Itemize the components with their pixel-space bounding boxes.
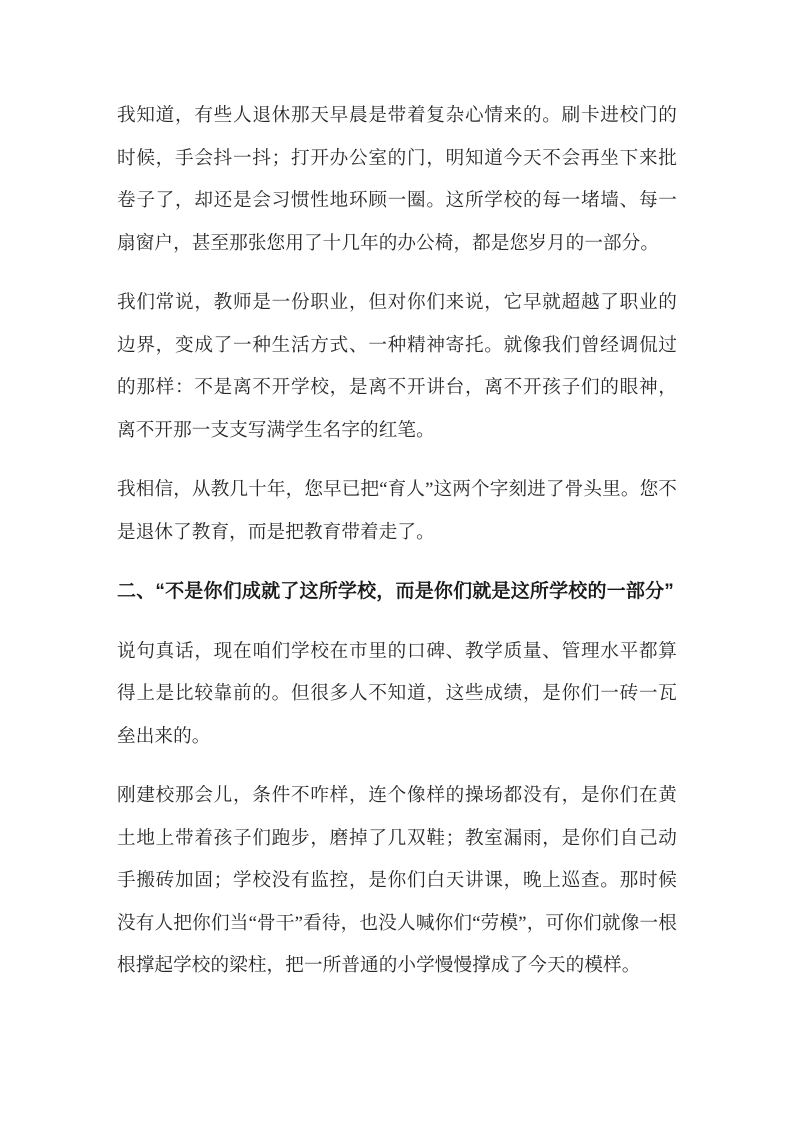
section-heading-part-two: 二、“不是你们成就了这所学校，而是你们就是这所学校的一部分” bbox=[117, 581, 675, 602]
paragraph-teaching-as-way-of-life: 我们常说，教师是一份职业，但对你们来说，它早就超越了职业的边界，变成了一种生活方式、一种精神寄托。就像我们曾经调侃过的那样：不是离不开学校，是离不开讲台，离不开孩子们的眼神，离不开那一支支写满学生名字的红笔。 bbox=[117, 292, 677, 441]
paragraph-school-reputation: 说句真话，现在咱们学校在市里的口碑、教学质量、管理水平都算得上是比较靠前的。但很多人不知道，这些成绩，是你们一砖一瓦垒出来的。 bbox=[117, 640, 677, 747]
paragraph-early-school-days: 刚建校那会儿，条件不咋样，连个像样的操场都没有，是你们在黄土地上带着孩子们跑步，磨掉了几双鞋；教室漏雨，是你们自己动手搬砖加固；学校没有监控，是你们白天讲课，晚上巡查。那时候没有人把你们当“骨干”看待，也没人喊你们“劳模”，可你们就像一根根撑起学校的梁柱，把一所普通的小学慢慢撑成了今天的模样。 bbox=[117, 785, 677, 976]
paragraph-retirement-morning: 我知道，有些人退休那天早晨是带着复杂心情来的。刷卡进校门的时候，手会抖一抖；打开办公室的门，明知道今天不会再坐下来批卷子了，却还是会习惯性地环顾一圈。这所学校的每一堵墙、每一扇窗户，甚至那张您用了十几年的办公椅，都是您岁月的一部分。 bbox=[117, 105, 677, 254]
document-content bbox=[117, 95, 677, 1005]
paragraph-carrying-education: 我相信，从教几十年，您早已把“育人”这两个字刻进了骨头里。您不是退休了教育，而是把教育带着走了。 bbox=[117, 479, 677, 543]
